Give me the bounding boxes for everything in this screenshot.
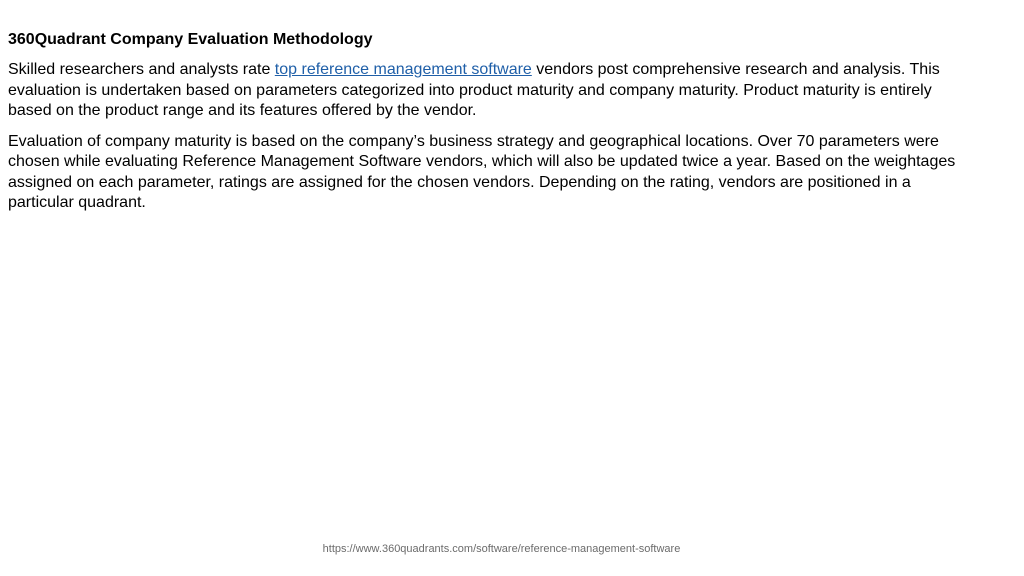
footer-url: https://www.360quadrants.com/software/reference-management-software bbox=[322, 543, 681, 555]
paragraph-1-body-text: vendors post comprehensive research and analysis. This evaluation is undertaken based on parameters categorized into product maturity and company maturity. Product maturity is entirely based on the product range and its features offered by the vendor. bbox=[8, 61, 940, 119]
content-body bbox=[8, 30, 978, 224]
reference-management-software-link[interactable]: top reference management software bbox=[274, 61, 532, 78]
page-title: 360Quadrant Company Evaluation Methodology bbox=[8, 31, 373, 48]
methodology-paragraph-2: Evaluation of company maturity is based on the company’s business strategy and geographical locations. Over 70 parameters were chosen while evaluating Reference Management Software vendors, which will also be updated twice a year. Based on the weightages assigned on each parameter, ratings are assigned for the chosen vendors. Depending on the rating, vendors are positioned in a particular quadrant. bbox=[8, 132, 956, 211]
paragraph-1-intro-text: Skilled researchers and analysts rate bbox=[8, 61, 275, 78]
methodology-paragraph-1 bbox=[8, 60, 978, 122]
